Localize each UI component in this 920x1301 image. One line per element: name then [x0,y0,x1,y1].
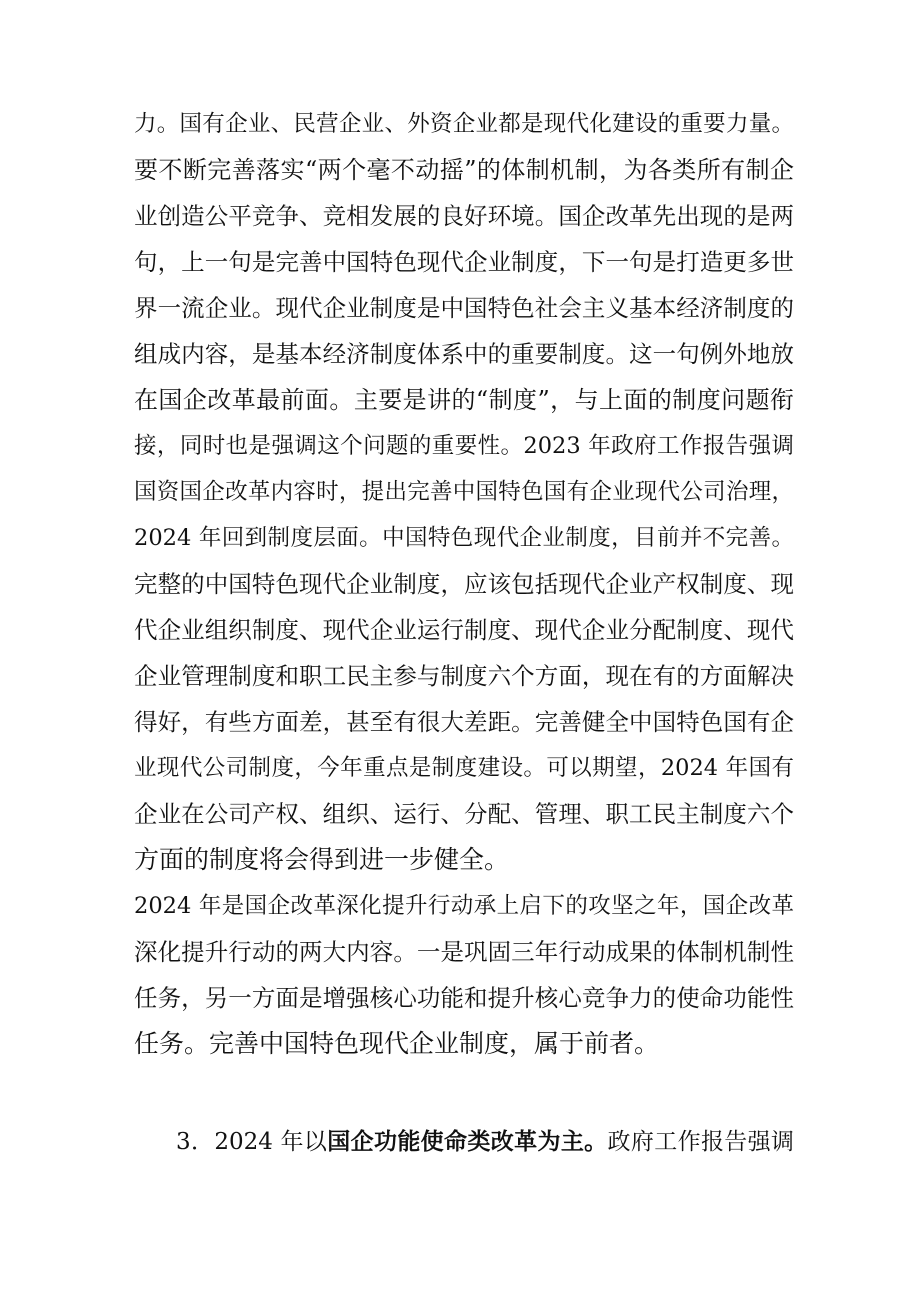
heading-3-bold-text: 国企功能使命类改革为主。 [327,1128,608,1155]
paragraph-1-line-11: 完整的中国特色现代企业制度，应该包括现代企业产权制度、现 [134,570,794,598]
paragraph-2-line-3: 任务，另一方面是增强核心功能和提升核心竞争力的使命功能性 [134,984,794,1012]
paragraph-1-line-9: 国资国企改革内容时，提出完善中国特色国有企业现代公司治理， [134,479,794,505]
paragraph-1-line-10: 2024 年回到制度层面。中国特色现代企业制度，目前并不完善。 [134,525,794,551]
paragraph-1-line-14: 得好，有些方面差，甚至有很大差距。完善健全中国特色国有企 [134,708,794,736]
paragraph-1-line-16: 企业在公司产权、组织、运行、分配、管理、职工民主制度六个 [134,800,794,828]
paragraph-1-line-3: 业创造公平竞争、竞相发展的良好环境。国企改革先出现的是两 [134,202,794,230]
heading-3-number: 3．2024 年以 [176,1129,328,1155]
paragraph-1-line-5: 界一流企业。现代企业制度是中国特色社会主义基本经济制度的 [134,294,794,322]
paragraph-2-line-1: 2024 年是国企改革深化提升行动承上启下的攻坚之年，国企改革 [134,893,794,919]
paragraph-1-line-17: 方面的制度将会得到进一步健全。 [134,845,510,874]
paragraph-1-line-4: 句，上一句是完善中国特色现代企业制度，下一句是打造更多世 [134,248,794,276]
paragraph-1-line-7: 在国企改革最前面。主要是讲的“制度”，与上面的制度问题衔 [134,386,794,414]
heading-3-rest: 政府工作报告强调 [607,1129,794,1155]
paragraph-1-line-2: 要不断完善落实“两个毫不动摇”的体制机制，为各类所有制企 [134,156,794,184]
paragraph-1-line-15: 业现代公司制度，今年重点是制度建设。可以期望，2024 年国有 [134,755,794,781]
paragraph-2-line-2: 深化提升行动的两大内容。一是巩固三年行动成果的体制机制性 [134,938,794,966]
paragraph-1-line-13: 企业管理制度和职工民主参与制度六个方面，现在有的方面解决 [134,662,794,690]
paragraph-2-line-4: 任务。完善中国特色现代企业制度，属于前者。 [134,1029,660,1058]
paragraph-1-line-1: 力。国有企业、民营企业、外资企业都是现代化建设的重要力量。 [134,111,794,137]
heading-3 [176,1124,794,1160]
paragraph-1-line-12: 代企业组织制度、现代企业运行制度、现代企业分配制度、现代 [134,616,794,644]
paragraph-1-line-6: 组成内容，是基本经济制度体系中的重要制度。这一句例外地放 [134,340,794,368]
paragraph-1-line-8: 接，同时也是强调这个问题的重要性。2023 年政府工作报告强调 [134,433,794,459]
